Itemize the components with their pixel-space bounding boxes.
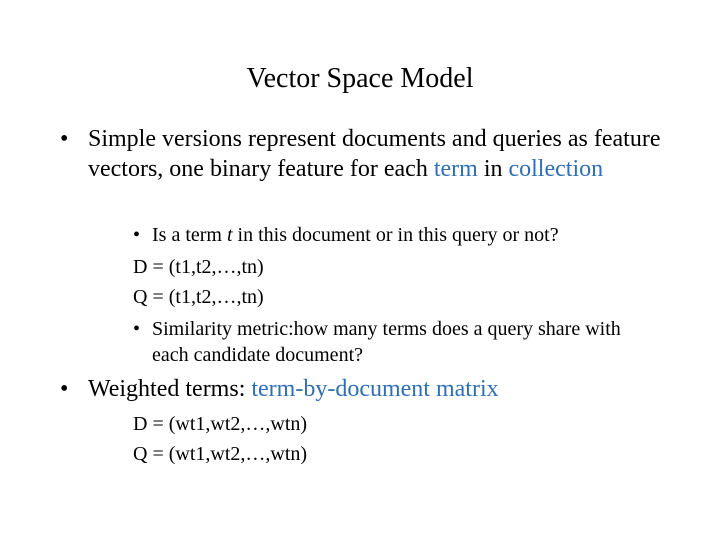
- sub-bullet-term-question: [133, 222, 653, 248]
- bullet-text-connector: in: [477, 156, 509, 182]
- bullet-marker: •: [133, 224, 141, 246]
- slide-title: Vector Space Model: [246, 63, 474, 94]
- bullet-text-main: Simple versions represent documents and queries as feature vectors, one binary feature for each: [88, 126, 661, 182]
- term-variable: t: [226, 224, 233, 246]
- query-vector-binary: [133, 284, 653, 310]
- document-vector-binary: [133, 254, 653, 280]
- document-weighted-text: D = (wt1,wt2,…,wtn): [133, 413, 308, 435]
- query-vector-text: Q = (t1,t2,…,tn): [133, 286, 264, 308]
- bullet-weighted-terms: [60, 374, 670, 404]
- highlight-matrix: term-by-document matrix: [251, 376, 499, 402]
- bullet-text: [60, 374, 670, 404]
- query-vector-weighted: [133, 441, 653, 467]
- document-vector-weighted: [133, 411, 653, 437]
- bullet-marker: •: [60, 126, 69, 152]
- question-pre: Is a term: [152, 224, 227, 246]
- bullet-feature-vectors: [60, 124, 670, 184]
- document-vector-text: D = (t1,t2,…,tn): [133, 256, 264, 278]
- sub-bullet-similarity: [133, 316, 653, 368]
- bullet-marker: •: [60, 376, 69, 402]
- highlight-term: term: [433, 156, 478, 182]
- bullet-text: [60, 124, 670, 184]
- query-weighted-text: Q = (wt1,wt2,…,wtn): [133, 443, 308, 465]
- question-post: in this document or in this query or not?: [232, 224, 559, 246]
- sub-bullet-text: [133, 222, 653, 248]
- highlight-collection: collection: [508, 156, 604, 182]
- weighted-terms-label: Weighted terms:: [88, 376, 252, 402]
- bullet-marker: •: [133, 318, 141, 340]
- similarity-text: Similarity metric:how many terms does a query share with each candidate document?: [152, 318, 621, 366]
